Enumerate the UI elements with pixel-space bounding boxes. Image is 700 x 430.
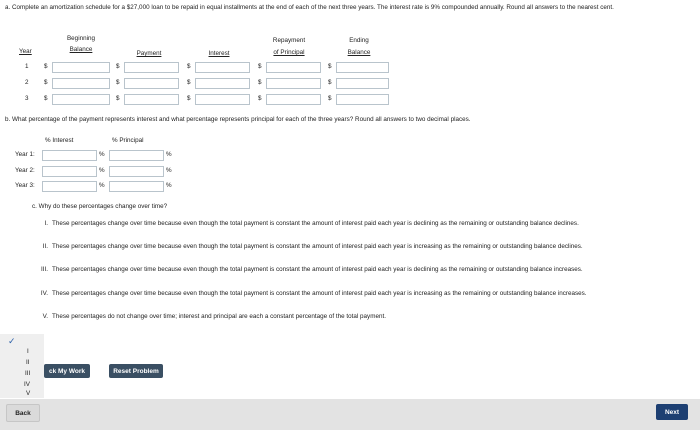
dropdown-item-4[interactable]: IV — [24, 381, 30, 388]
ending-balance-input-2[interactable] — [336, 78, 389, 89]
header-repayment: Repayment — [272, 37, 306, 44]
header-year: Year — [19, 48, 32, 55]
principal-percent-input-1[interactable] — [109, 150, 164, 161]
question-a-text: a. Complete an amortization schedule for a $27,000 loan to be repaid in equal installments at the end of each of the next three years. The interest rate is 9% compounded annually. Round all answers to the nearest cent. — [5, 4, 614, 11]
dollar-sign: $ — [44, 95, 48, 102]
interest-percent-input-2[interactable] — [42, 166, 97, 177]
payment-input-1[interactable] — [124, 62, 179, 73]
dollar-sign: $ — [44, 79, 48, 86]
interest-input-1[interactable] — [195, 62, 250, 73]
payment-input-3[interactable] — [124, 94, 179, 105]
dollar-sign: $ — [187, 63, 191, 70]
option-num-2: II. — [42, 243, 48, 250]
dollar-sign: $ — [328, 95, 332, 102]
option-num-5: V. — [42, 313, 48, 320]
dropdown-item-5[interactable]: V — [26, 390, 31, 397]
principal-input-3[interactable] — [266, 94, 321, 105]
back-button[interactable]: Back — [6, 404, 40, 422]
beginning-balance-input-1[interactable] — [52, 62, 110, 73]
header-ending-balance: Balance — [347, 49, 371, 56]
percent-sign: % — [166, 167, 172, 174]
interest-percent-input-1[interactable] — [42, 150, 97, 161]
header-balance: Balance — [69, 46, 93, 53]
dropdown-item-3[interactable]: III — [25, 370, 31, 377]
footer-bar — [0, 399, 700, 430]
dollar-sign: $ — [187, 79, 191, 86]
checkmark-icon: ✓ — [8, 336, 16, 346]
option-text-2: These percentages change over time because even though the total payment is constant the amount of interest paid each year is increasing as the remaining or outstanding balance declines. — [52, 243, 583, 250]
dollar-sign: $ — [258, 95, 262, 102]
option-text-3: These percentages change over time because even though the total payment is constant the amount of interest paid each year is declining as the remaining or outstanding balance increases. — [52, 266, 583, 273]
col-principal-header: % Principal — [112, 137, 144, 144]
principal-input-1[interactable] — [266, 62, 321, 73]
header-ending: Ending — [349, 37, 369, 44]
percent-sign: % — [99, 167, 105, 174]
dollar-sign: $ — [44, 63, 48, 70]
percent-sign: % — [99, 151, 105, 158]
beginning-balance-input-3[interactable] — [52, 94, 110, 105]
percent-row-label-1: Year 1: — [15, 151, 35, 158]
reset-problem-button[interactable]: Reset Problem — [109, 364, 163, 378]
option-text-5: These percentages do not change over time; interest and principal are each a constant percentage of the total payment. — [52, 313, 386, 320]
question-c-text: c. Why do these percentages change over time? — [32, 203, 168, 210]
header-of-principal: of Principal — [273, 49, 305, 56]
answer-dropdown-list[interactable] — [0, 334, 44, 398]
principal-percent-input-2[interactable] — [109, 166, 164, 177]
option-num-3: III. — [41, 266, 48, 273]
percent-sign: % — [166, 151, 172, 158]
header-interest: Interest — [208, 50, 230, 57]
dollar-sign: $ — [328, 79, 332, 86]
principal-input-2[interactable] — [266, 78, 321, 89]
option-num-1: I. — [44, 220, 48, 227]
ending-balance-input-3[interactable] — [336, 94, 389, 105]
row-year-2: 2 — [25, 79, 29, 86]
option-text-1: These percentages change over time because even though the total payment is constant the amount of interest paid each year is declining as the remaining or outstanding balance declines. — [52, 220, 579, 227]
check-my-work-button[interactable]: ck My Work — [44, 364, 90, 378]
interest-percent-input-3[interactable] — [42, 181, 97, 192]
principal-percent-input-3[interactable] — [109, 181, 164, 192]
percent-sign: % — [99, 182, 105, 189]
dollar-sign: $ — [116, 95, 120, 102]
dropdown-item-1[interactable]: I — [27, 348, 29, 355]
question-b-text: b. What percentage of the payment represents interest and what percentage represents principal for each of the three years? Round all answers to two decimal places. — [5, 116, 471, 123]
dollar-sign: $ — [116, 63, 120, 70]
option-text-4: These percentages change over time because even though the total payment is constant the amount of interest paid each year is increasing as the remaining or outstanding balance increases. — [52, 290, 587, 297]
next-button[interactable]: Next — [656, 404, 688, 420]
row-year-1: 1 — [25, 63, 29, 70]
option-num-4: IV. — [40, 290, 48, 297]
interest-input-2[interactable] — [195, 78, 250, 89]
percent-row-label-2: Year 2: — [15, 167, 35, 174]
dollar-sign: $ — [258, 79, 262, 86]
payment-input-2[interactable] — [124, 78, 179, 89]
percent-row-label-3: Year 3: — [15, 182, 35, 189]
dollar-sign: $ — [116, 79, 120, 86]
header-payment: Payment — [136, 50, 162, 57]
beginning-balance-input-2[interactable] — [52, 78, 110, 89]
dollar-sign: $ — [258, 63, 262, 70]
ending-balance-input-1[interactable] — [336, 62, 389, 73]
row-year-3: 3 — [25, 95, 29, 102]
dollar-sign: $ — [187, 95, 191, 102]
header-beginning: Beginning — [66, 35, 95, 42]
dropdown-item-2[interactable]: II — [26, 359, 30, 366]
dollar-sign: $ — [328, 63, 332, 70]
percent-sign: % — [166, 182, 172, 189]
interest-input-3[interactable] — [195, 94, 250, 105]
col-interest-header: % Interest — [45, 137, 74, 144]
